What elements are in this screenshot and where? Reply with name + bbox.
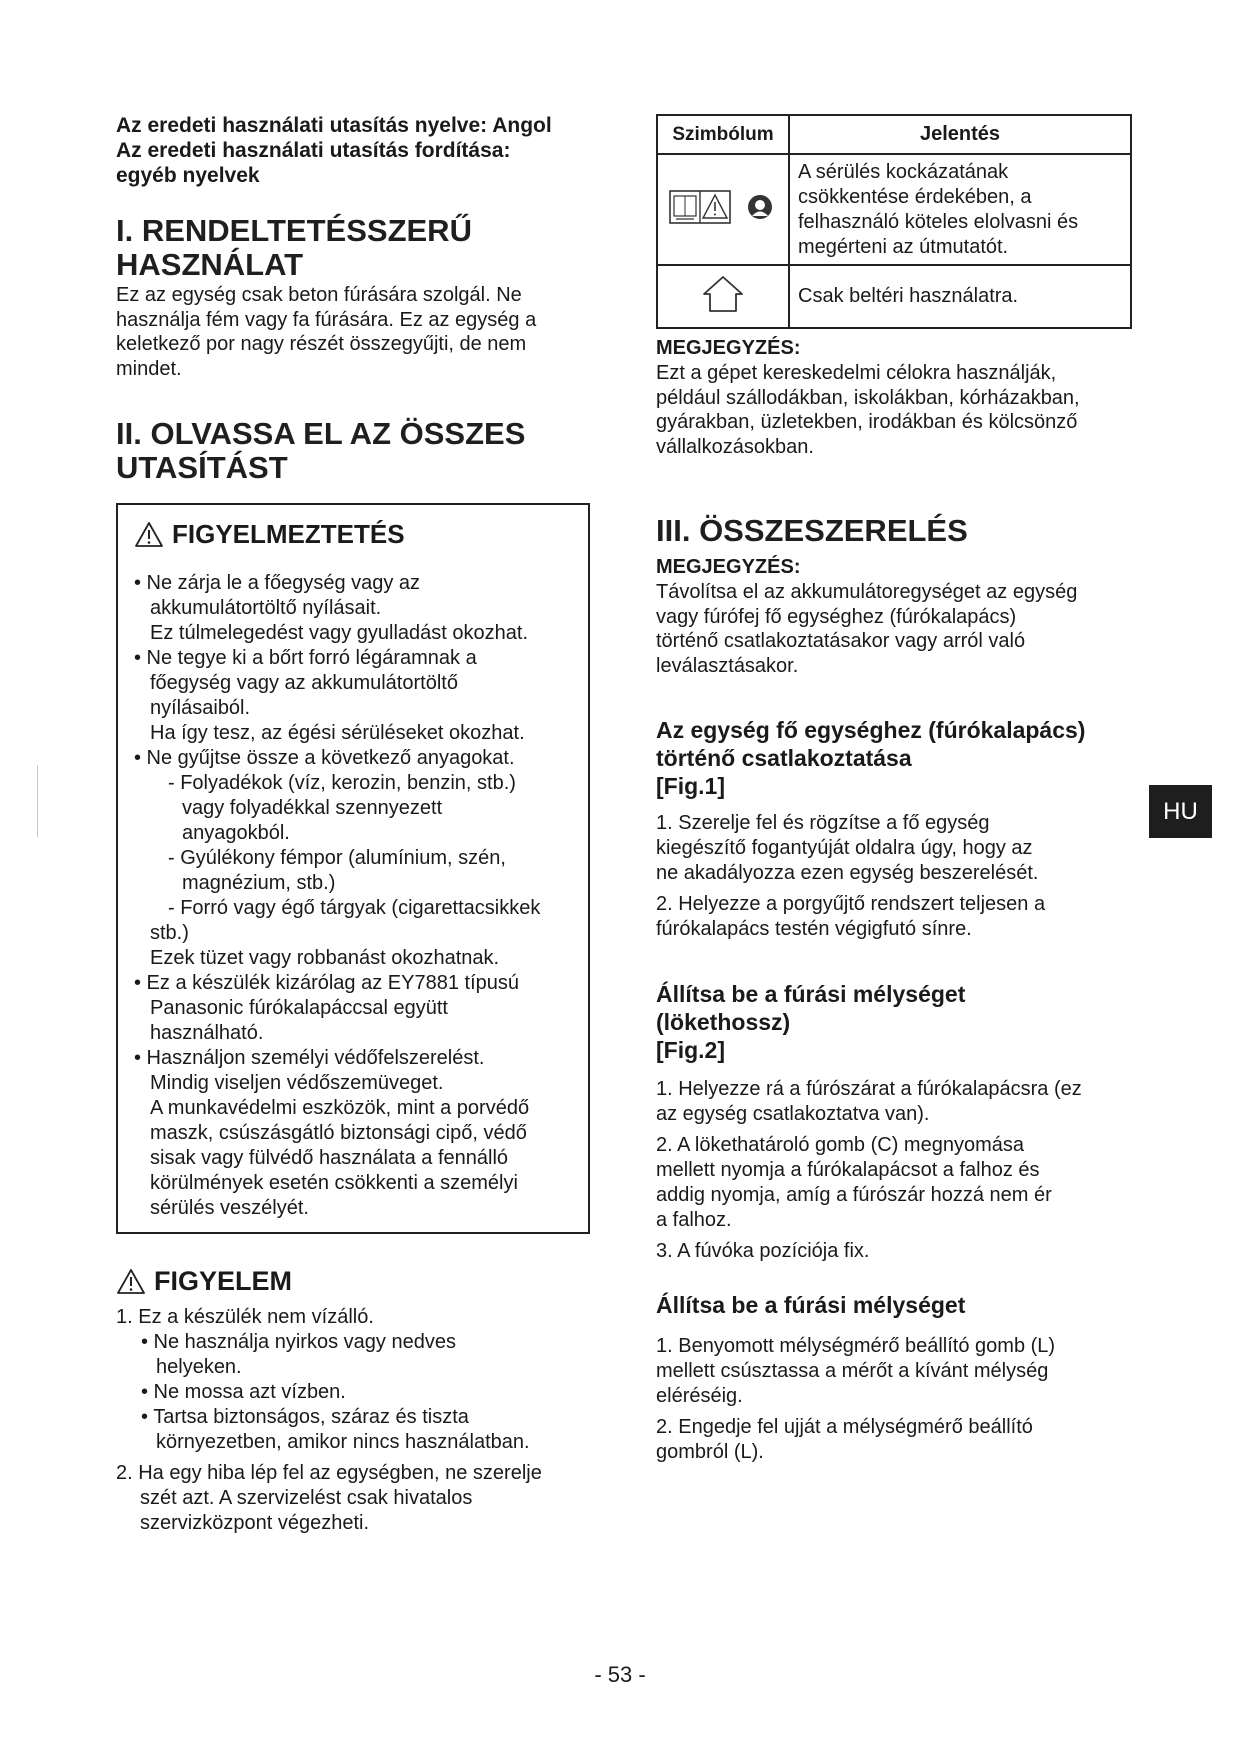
warning-line: • Használjon személyi védőfelszerelést. bbox=[134, 1047, 485, 1069]
subsection-title-line: (lökethossz) bbox=[656, 1009, 791, 1035]
attention-title-text: FIGYELEM bbox=[154, 1266, 293, 1296]
body-line: Ez az egység csak beton fúrására szolgál. Ne bbox=[116, 284, 522, 306]
section1-title-line: HASZNÁLAT bbox=[116, 247, 304, 282]
meaning-line: A sérülés kockázatának bbox=[798, 160, 1009, 183]
step-line: az egység csatlakoztatva van). bbox=[656, 1103, 930, 1125]
step-item bbox=[656, 1334, 1134, 1409]
language-line: Az eredeti használati utasítás nyelve: Angol bbox=[116, 114, 552, 137]
section2-title bbox=[116, 417, 525, 485]
warning-line: • Ne gyűjtse össze a következő anyagokat. bbox=[134, 747, 515, 769]
symbol-table bbox=[656, 114, 1132, 329]
warning-line: főegység vagy az akkumulátortöltő bbox=[150, 672, 458, 694]
language-line: Az eredeti használati utasítás fordítása: bbox=[116, 139, 511, 162]
warning-line: Panasonic fúrókalapáccsal együtt bbox=[150, 997, 448, 1019]
symbol-table-row bbox=[657, 154, 1131, 265]
step-line: ne akadályozza ezen egység beszerelését. bbox=[656, 862, 1039, 884]
step-line: 2. A lökethatároló gomb (C) megnyomása bbox=[656, 1134, 1024, 1156]
note-line: Ezt a gépet kereskedelmi célokra használják, bbox=[656, 362, 1057, 384]
body-line: keletkező por nagy részét összegyűjti, de nem bbox=[116, 333, 527, 355]
warning-line: A munkavédelmi eszközök, mint a porvédő bbox=[150, 1097, 530, 1119]
note-line: leválasztásakor. bbox=[656, 654, 799, 677]
warning-line: nyílásaiból. bbox=[150, 697, 251, 719]
body-line: használja fém vagy fa fúrására. Ez az egység a bbox=[116, 308, 537, 331]
subsection-title: Állítsa be a fúrási mélységet bbox=[656, 1292, 966, 1318]
subsection-title-line: történő csatlakoztatása bbox=[656, 745, 912, 771]
warning-line: - Gyúlékony fémpor (alumínium, szén, bbox=[168, 847, 506, 869]
note-heading: MEGJEGYZÉS: bbox=[656, 556, 801, 578]
section3-title: III. ÖSSZESZERELÉS bbox=[656, 513, 968, 548]
warning-line: Mindig viseljen védőszemüveget. bbox=[150, 1072, 444, 1094]
meaning-line: Csak beltéri használatra. bbox=[798, 285, 1019, 307]
step-line: gombról (L). bbox=[656, 1441, 764, 1463]
meaning-line: megérteni az útmutatót. bbox=[798, 235, 1009, 258]
warning-line: anyagokból. bbox=[182, 822, 290, 844]
margin-mark bbox=[37, 765, 38, 837]
subsection-title-line: [Fig.1] bbox=[656, 773, 725, 799]
step-list bbox=[656, 1077, 1134, 1270]
note-line: vállalkozásokban. bbox=[656, 435, 814, 458]
meaning-cell bbox=[789, 265, 1131, 328]
warning-line: - Forró vagy égő tárgyak (cigarettacsikkek bbox=[168, 897, 541, 919]
warning-triangle-icon bbox=[134, 521, 164, 548]
page-number: - 53 - bbox=[594, 1662, 646, 1687]
note-body bbox=[656, 361, 1080, 459]
body-line: mindet. bbox=[116, 357, 182, 380]
note-line: például szállodákban, iskolákban, kórházakban, bbox=[656, 386, 1080, 409]
section1-title-line: I. RENDELTETÉSSZERŰ bbox=[116, 213, 472, 248]
attention-line: környezetben, amikor nincs használatban. bbox=[156, 1431, 530, 1453]
section2-title-line: II. OLVASSA EL AZ ÖSSZES bbox=[116, 416, 526, 451]
section1-title bbox=[116, 214, 472, 282]
subsection-title bbox=[656, 980, 965, 1064]
step-line: 2. Helyezze a porgyűjtő rendszert teljesen a bbox=[656, 893, 1046, 915]
note-line: történő csatlakoztatásakor vagy arról való bbox=[656, 630, 1026, 652]
attention-line: szét azt. A szervizelést csak hivatalos bbox=[140, 1487, 473, 1509]
step-line: 1. Szerelje fel és rögzítse a fő egység bbox=[656, 812, 990, 834]
warning-box bbox=[116, 503, 590, 1234]
read-manual-warning-icon bbox=[668, 185, 778, 229]
step-item bbox=[656, 1133, 1134, 1233]
step-item bbox=[656, 892, 1134, 942]
attention-list bbox=[116, 1305, 594, 1536]
attention-line: szervizközpont végezheti. bbox=[140, 1512, 370, 1534]
note-line: vagy fúrófej fő egységhez (fúrókalapács) bbox=[656, 605, 1017, 628]
step-list bbox=[656, 811, 1134, 948]
section2-title-line: UTASÍTÁST bbox=[116, 450, 288, 485]
step-line: mellett csúsztassa a mérőt a kívánt mélység bbox=[656, 1360, 1049, 1382]
step-item bbox=[656, 811, 1134, 886]
warning-line: • Ne zárja le a főegység vagy az bbox=[134, 572, 421, 594]
step-line: eléréséig. bbox=[656, 1385, 743, 1407]
subsection-title bbox=[656, 716, 1085, 800]
note-heading: MEGJEGYZÉS: bbox=[656, 337, 801, 359]
warning-line: • Ne tegye ki a bőrt forró légáramnak a bbox=[134, 647, 477, 669]
step-item bbox=[656, 1077, 1134, 1127]
warning-line: használható. bbox=[150, 1022, 264, 1044]
warning-line: Ha így tesz, az égési sérüléseket okozhat. bbox=[150, 722, 525, 744]
meaning-cell bbox=[789, 154, 1131, 265]
attention-line: helyeken. bbox=[156, 1356, 242, 1378]
section1-body bbox=[116, 283, 536, 381]
attention-title bbox=[116, 1265, 292, 1297]
attention-line: • Ne használja nyirkos vagy nedves bbox=[141, 1331, 456, 1353]
warning-line: stb.) bbox=[150, 922, 189, 944]
step-line: 2. Engedje fel ujját a mélységmérő beállító bbox=[656, 1416, 1033, 1438]
warning-title bbox=[134, 519, 405, 549]
attention-line: • Ne mossa azt vízben. bbox=[141, 1381, 346, 1403]
symbol-table-header bbox=[657, 115, 1131, 154]
step-line: mellett nyomja a fúrókalapácsot a falhoz és bbox=[656, 1159, 1040, 1181]
note-line: gyárakban, üzletekben, irodákban és kölcsönző bbox=[656, 411, 1078, 433]
warning-title-text: FIGYELMEZTETÉS bbox=[172, 519, 405, 549]
symbol-column-header: Szimbólum bbox=[657, 115, 789, 154]
indoor-use-house-icon bbox=[700, 274, 746, 314]
warning-list bbox=[134, 571, 580, 1221]
step-line: kiegészítő fogantyúját oldalra úgy, hogy az bbox=[656, 837, 1033, 859]
symbol-cell bbox=[657, 265, 789, 328]
warning-line: sérülés veszélyét. bbox=[150, 1197, 309, 1219]
warning-line: magnézium, stb.) bbox=[182, 872, 336, 894]
meaning-line: felhasználó köteles elolvasni és bbox=[798, 210, 1079, 233]
warning-line: maszk, csúszásgátló biztonsági cipő, védő bbox=[150, 1122, 527, 1144]
warning-line: • Ez a készülék kizárólag az EY7881 típusú bbox=[134, 972, 519, 994]
symbol-table-row bbox=[657, 265, 1131, 328]
meaning-line: csökkentése érdekében, a bbox=[798, 185, 1032, 208]
step-line: 1. Benyomott mélységmérő beállító gomb (L) bbox=[656, 1335, 1056, 1357]
step-line: addig nyomja, amíg a fúrószár hozzá nem ér bbox=[656, 1184, 1052, 1206]
meaning-column-header: Jelentés bbox=[789, 115, 1131, 154]
warning-line: - Folyadékok (víz, kerozin, benzin, stb.) bbox=[168, 772, 516, 794]
step-item bbox=[656, 1239, 1134, 1264]
warning-line: Ezek tüzet vagy robbanást okozhatnak. bbox=[150, 947, 500, 969]
language-line: egyéb nyelvek bbox=[116, 164, 260, 187]
step-list bbox=[656, 1334, 1134, 1471]
warning-line: akkumulátortöltő nyílásait. bbox=[150, 597, 382, 619]
attention-line: • Tartsa biztonságos, száraz és tiszta bbox=[141, 1406, 469, 1428]
attention-line: 1. Ez a készülék nem vízálló. bbox=[116, 1306, 374, 1328]
warning-line: sisak vagy fülvédő használata a fennálló bbox=[150, 1147, 509, 1169]
subsection-title-line: Állítsa be a fúrási mélységet bbox=[656, 981, 966, 1007]
subsection-title-line: [Fig.2] bbox=[656, 1037, 725, 1063]
step-line: fúrókalapács testén végigfutó sínre. bbox=[656, 918, 972, 940]
warning-triangle-icon bbox=[116, 1268, 146, 1295]
subsection-title-line: Az egység fő egységhez (fúrókalapács) bbox=[656, 717, 1086, 743]
note-body bbox=[656, 580, 1077, 678]
note-line: Távolítsa el az akkumulátoregységet az egység bbox=[656, 581, 1078, 603]
step-line: 3. A fúvóka pozíciója fix. bbox=[656, 1240, 870, 1262]
warning-line: vagy folyadékkal szennyezett bbox=[182, 797, 443, 819]
step-item bbox=[656, 1415, 1134, 1465]
symbol-cell bbox=[657, 154, 789, 265]
language-info bbox=[116, 113, 552, 188]
warning-line: Ez túlmelegedést vagy gyulladást okozhat. bbox=[150, 622, 528, 644]
language-tab: HU bbox=[1149, 785, 1212, 838]
step-line: 1. Helyezze rá a fúrószárat a fúrókalapácsra (ez bbox=[656, 1078, 1082, 1100]
step-line: a falhoz. bbox=[656, 1209, 732, 1231]
warning-line: körülmények esetén csökkenti a személyi bbox=[150, 1172, 518, 1194]
attention-line: 2. Ha egy hiba lép fel az egységben, ne szerelje bbox=[116, 1462, 542, 1484]
